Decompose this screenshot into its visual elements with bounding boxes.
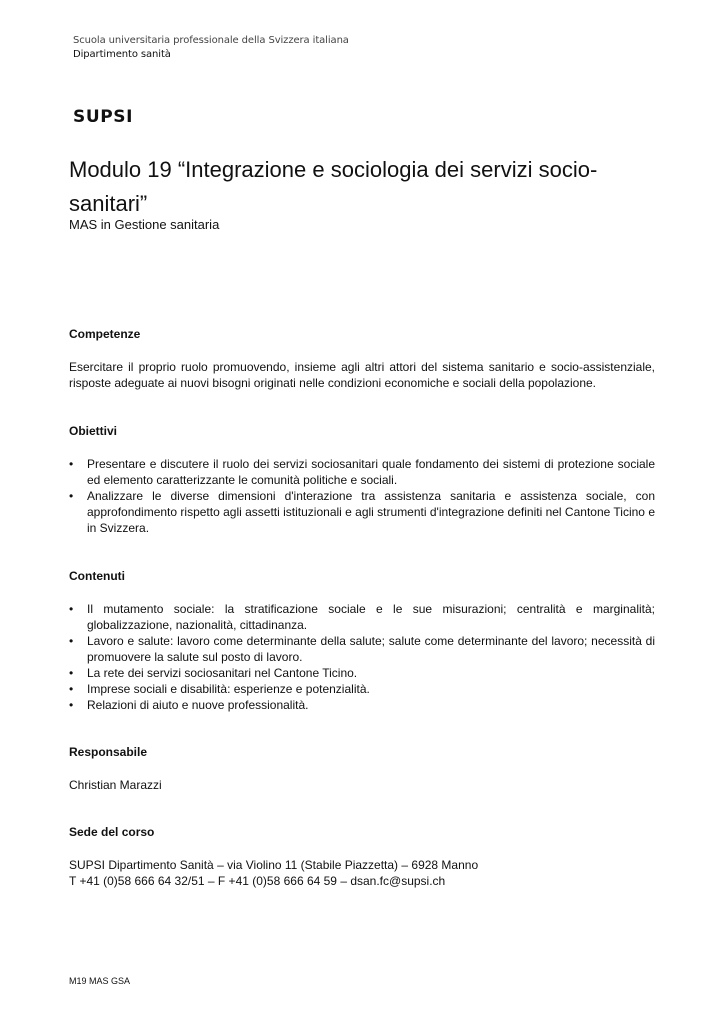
contenuti-list <box>69 601 655 713</box>
document-title: Modulo 19 “Integrazione e sociologia dei servizi socio-sanitari” <box>69 157 598 216</box>
list-item <box>69 488 655 536</box>
list-item-text: Relazioni di aiuto e nuove professionalità. <box>87 698 309 712</box>
bullet-marker: • <box>69 489 74 503</box>
bullet-marker: • <box>69 666 74 680</box>
list-item <box>69 633 655 665</box>
sede-contacts: T +41 (0)58 666 64 32/51 – F +41 (0)58 666 64 59 – dsan.fc@supsi.ch <box>69 874 446 888</box>
list-item-text: La rete dei servizi sociosanitari nel Cantone Ticino. <box>87 666 358 680</box>
responsabile-heading: Responsabile <box>69 745 148 759</box>
competenze-text: Esercitare il proprio ruolo promuovendo, insieme agli altri attori del sistema sanitario e socio-assistenziale, risposte adeguate ai nuovi bisogni originati nelle condizioni economiche e sociali della popolazione. <box>69 360 655 390</box>
bullet-marker: • <box>69 634 74 648</box>
list-item-text: Analizzare le diverse dimensioni d'interazione tra assistenza sanitaria e assistenza sociale, con approfondimento rispetto agli assetti istituzionali e agli strumenti d'integrazione definiti nel Cantone Ticino e in Svizzera. <box>87 489 655 535</box>
list-item-text: Presentare e discutere il ruolo dei servizi sociosanitari quale fondamento dei sistemi di protezione sociale ed elemento caratterizzante le comunità politiche e sociali. <box>87 457 655 487</box>
list-item <box>69 665 655 681</box>
list-item-text: Lavoro e salute: lavoro come determinante della salute; salute come determinante del lavoro; necessità di promuovere la salute sul posto di lavoro. <box>87 634 655 664</box>
sede-heading: Sede del corso <box>69 825 155 839</box>
footer-code: M19 MAS GSA <box>69 976 131 986</box>
bullet-marker: • <box>69 682 74 696</box>
list-item-text: Imprese sociali e disabilità: esperienze e potenzialità. <box>87 682 370 696</box>
bullet-marker: • <box>69 602 74 616</box>
competenze-heading: Competenze <box>69 327 141 341</box>
obiettivi-heading: Obiettivi <box>69 424 118 438</box>
institution-name: Scuola universitaria professionale della Svizzera italiana <box>73 35 349 46</box>
document-subtitle: MAS in Gestione sanitaria <box>69 217 220 232</box>
bullet-marker: • <box>69 457 74 471</box>
bullet-marker: • <box>69 698 74 712</box>
sede-address: SUPSI Dipartimento Sanità – via Violino 11 (Stabile Piazzetta) – 6928 Manno <box>69 858 479 872</box>
list-item <box>69 601 655 633</box>
contenuti-heading: Contenuti <box>69 569 125 583</box>
obiettivi-list <box>69 456 655 536</box>
list-item-text: Il mutamento sociale: la stratificazione sociale e le sue misurazioni; centralità e marginalità; globalizzazione, nazionalità, cittadinanza. <box>87 602 655 632</box>
list-item <box>69 697 655 713</box>
responsabile-name: Christian Marazzi <box>69 778 162 792</box>
list-item <box>69 681 655 697</box>
department-name: Dipartimento sanità <box>73 49 171 60</box>
supsi-logo: SUPSI <box>73 107 134 127</box>
list-item <box>69 456 655 488</box>
